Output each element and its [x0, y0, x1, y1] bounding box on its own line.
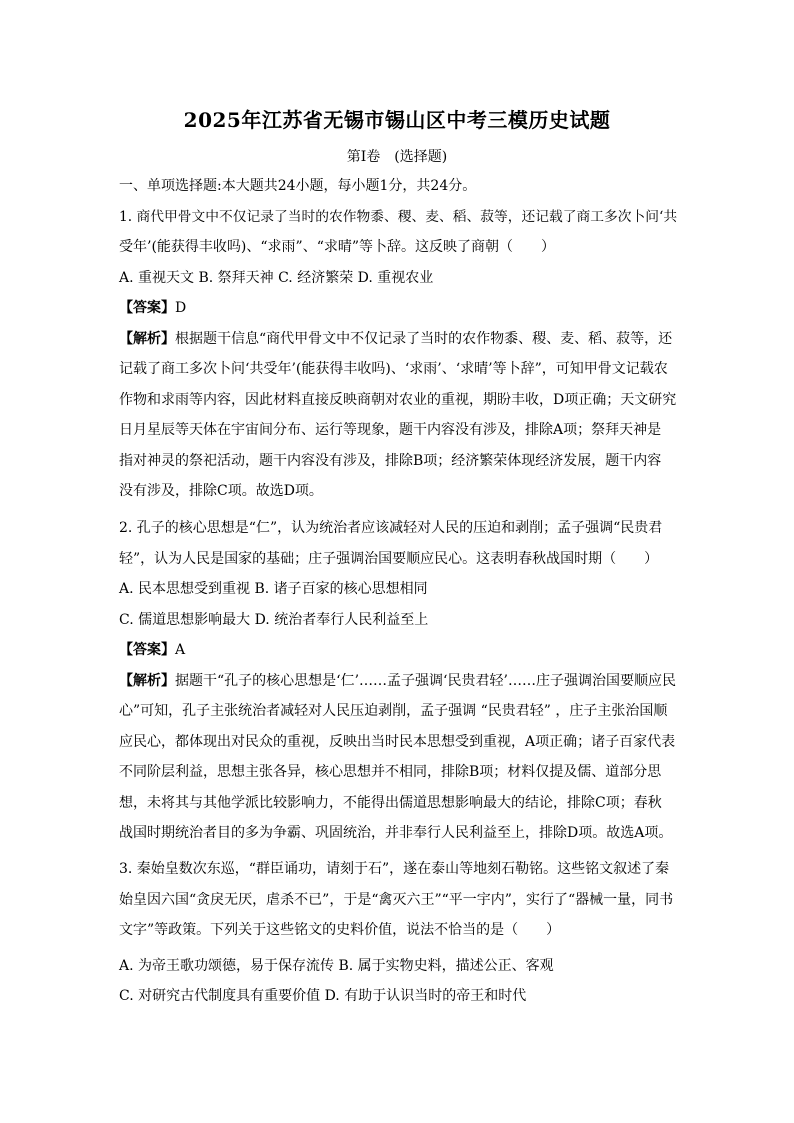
q1-analysis-line5: 指对神灵的祭祀活动，题干内容没有涉及，排除B项；经济繁荣体现经济发展，题干内容: [119, 453, 662, 469]
q2-analysis-line5: 想，未将其与其他学派比较影响力，不能得出儒道思想影响最大的结论，排除C项；春秋: [119, 795, 662, 811]
q2-stem-line1: 2. 孔子的核心思想是“仁”，认为统治者应该减轻对人民的压迫和剥削；孟子强调“民贵君: [119, 520, 663, 536]
q2-analysis-line2: 心”可知，孔子主张统治者减轻对人民压迫剥削，孟子强调 “民贵君轻” ，庄子主张治国顺: [119, 703, 668, 719]
section-subtitle: 第Ⅰ卷 (选择题): [346, 149, 448, 165]
q1-analysis-line6: 没有涉及，排除C项。故选D项。: [119, 483, 323, 499]
analysis-text: 根据题干信息“商代甲骨文中不仅记录了当时的农作物黍、稷、麦、稻、菽等，还: [175, 331, 673, 347]
q1-stem-line2: 受年’(能获得丰收吗)、“求雨”、“求晴”等卜辞。这反映了商朝（ ）: [119, 239, 556, 255]
q2-analysis-line3: 应民心，都体现出对民众的重视，反映出当时民本思想受到重视，A项正确；诸子百家代表: [119, 734, 676, 750]
q1-options: A. 重视天文 B. 祭拜天神 C. 经济繁荣 D. 重视农业: [119, 270, 434, 286]
analysis-text: 据题干“孔子的核心思想是‘仁’……孟子强调‘民贵君轻’……庄子强调治国要顺应民: [175, 673, 676, 689]
q1-analysis-line2: 记载了商工多次卜问‘共受年’(能获得丰收吗)、‘求雨’、‘求晴’等卜辞”，可知甲骨文记载农: [119, 361, 668, 377]
q2-options-line1: A. 民本思想受到重视 B. 诸子百家的核心思想相同: [119, 581, 428, 597]
section-heading: 一、单项选择题:本大题共24小题，每小题1分，共24分。: [119, 178, 477, 194]
answer-value: A: [175, 642, 186, 658]
analysis-tag: 【解析】: [119, 331, 175, 347]
q2-answer: [119, 641, 679, 659]
q3-stem-line1: 3. 秦始皇数次东巡，“群臣诵功，请刻于石”，遂在泰山等地刻石勒铭。这些铭文叙述了秦: [119, 861, 670, 877]
q2-stem-line2: 轻”，认为人民是国家的基础；庄子强调治国要顺应民心。这表明春秋战国时期（ ）: [119, 551, 659, 567]
analysis-tag: 【解析】: [119, 673, 175, 689]
answer-value: D: [175, 300, 187, 316]
answer-tag: 【答案】: [119, 642, 175, 658]
q3-options-line1: A. 为帝王歌功颂德，易于保存流传 B. 属于实物史料，描述公正、客观: [119, 958, 554, 974]
q2-analysis-line1: [119, 672, 679, 690]
page-title: 2025年江苏省无锡市锡山区中考三模历史试题: [183, 108, 611, 132]
q3-stem-line2: 始皇因六国“贪戾无厌，虐杀不已”，于是“禽灭六王”“平一宇内”，实行了“器械一量，同书: [119, 892, 674, 908]
answer-tag: 【答案】: [119, 300, 175, 316]
q3-stem-line3: 文字”等政策。下列关于这些铭文的史料价值，说法不恰当的是（ ）: [119, 922, 561, 938]
q2-options-line2: C. 儒道思想影响最大 D. 统治者奉行人民利益至上: [119, 612, 429, 628]
q2-analysis-line6: 战国时期统治者目的多为争霸、巩固统治，并非奉行人民利益至上，排除D项。故选A项。: [119, 825, 673, 841]
q3-options-line2: C. 对研究古代制度具有重要价值 D. 有助于认识当时的帝王和时代: [119, 988, 527, 1004]
q1-answer: [119, 299, 679, 317]
q1-stem-line1: 1. 商代甲骨文中不仅记录了当时的农作物黍、稷、麦、稻、菽等，还记载了商工多次卜问‘共: [119, 209, 678, 225]
q1-analysis-line3: 作物和求雨等内容，因此材料直接反映商朝对农业的重视，期盼丰收，D项正确；天文研究: [119, 392, 677, 408]
q1-analysis-line1: [119, 330, 679, 348]
q1-analysis-line4: 日月星辰等天体在宇宙间分布、运行等现象，题干内容没有涉及，排除A项；祭拜天神是: [119, 422, 662, 438]
q2-analysis-line4: 不同阶层利益，思想主张各异，核心思想并不相同，排除B项；材料仅提及儒、道部分思: [119, 764, 662, 780]
